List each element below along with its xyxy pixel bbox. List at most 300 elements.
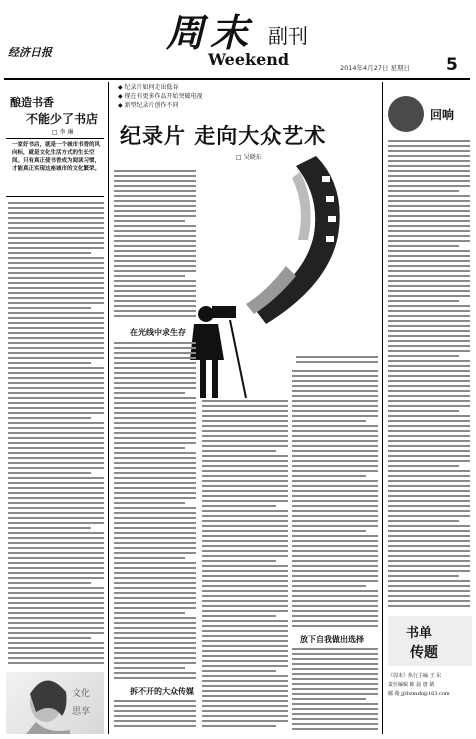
text-line <box>114 352 196 354</box>
text-line <box>292 575 378 577</box>
text-line <box>292 495 378 497</box>
author-photo <box>6 672 104 734</box>
text-line <box>114 522 196 524</box>
text-line <box>292 653 378 655</box>
text-line <box>114 310 196 312</box>
text-line <box>292 668 378 670</box>
text-line <box>8 372 104 374</box>
text-line <box>114 627 196 629</box>
text-line <box>202 700 288 702</box>
text-line <box>202 500 288 502</box>
text-line <box>388 440 470 442</box>
text-line <box>292 400 378 402</box>
text-line <box>114 300 196 302</box>
text-line <box>114 677 196 679</box>
text-line <box>8 642 104 644</box>
text-line <box>388 305 470 307</box>
text-line <box>8 242 104 244</box>
text-line <box>292 728 378 730</box>
teaser-item: ◆ 新型纪录片创作不同 <box>118 102 179 109</box>
text-line <box>114 230 196 232</box>
text-line <box>292 723 378 725</box>
text-line <box>202 510 288 512</box>
text-line <box>8 622 104 624</box>
text-line <box>8 407 104 409</box>
text-line <box>292 595 378 597</box>
text-line <box>388 545 470 547</box>
text-line <box>8 627 104 629</box>
section-title-suffix: 副刊 <box>268 24 308 48</box>
text-line <box>114 357 196 359</box>
text-line <box>388 340 470 342</box>
text-line <box>8 517 104 519</box>
text-line <box>8 572 104 574</box>
text-line <box>388 350 470 352</box>
text-line <box>388 150 470 152</box>
text-line <box>202 635 288 637</box>
text-line <box>292 648 378 650</box>
text-line <box>8 522 104 524</box>
text-line <box>292 688 378 690</box>
text-line <box>8 562 104 564</box>
text-line <box>114 700 196 702</box>
text-line <box>202 475 288 477</box>
text-line <box>8 587 104 589</box>
left-article-body <box>8 202 104 667</box>
text-line <box>388 290 470 292</box>
text-line <box>114 367 196 369</box>
text-line <box>8 232 104 234</box>
text-line <box>388 605 470 607</box>
text-line <box>202 640 288 642</box>
text-line <box>202 565 288 567</box>
text-line <box>8 582 91 584</box>
text-line <box>292 405 378 407</box>
text-line <box>388 345 470 347</box>
masthead-rule <box>4 78 470 80</box>
text-line <box>114 342 196 344</box>
text-line <box>388 190 459 192</box>
text-line <box>202 520 288 522</box>
text-line <box>114 372 196 374</box>
text-line <box>388 520 459 522</box>
text-line <box>114 275 185 277</box>
text-line <box>388 185 470 187</box>
paper-logo: 经济日报 <box>8 46 52 59</box>
text-line <box>202 550 288 552</box>
text-line <box>388 330 470 332</box>
text-line <box>8 317 104 319</box>
text-line <box>114 672 196 674</box>
text-line <box>388 435 470 437</box>
text-line <box>388 600 470 602</box>
text-line <box>202 405 288 407</box>
text-line <box>114 512 196 514</box>
text-line <box>292 515 378 517</box>
text-line <box>388 195 470 197</box>
text-line <box>114 407 196 409</box>
text-line <box>8 542 104 544</box>
text-line <box>114 295 196 297</box>
text-line <box>292 415 378 417</box>
text-line <box>8 392 104 394</box>
text-line <box>114 720 196 722</box>
main-headline: 纪录片 走向大众艺术 <box>120 123 327 148</box>
text-line <box>292 470 378 472</box>
text-line <box>292 693 378 695</box>
text-line <box>388 505 470 507</box>
text-line <box>114 200 196 202</box>
text-line <box>292 530 366 532</box>
text-line <box>8 477 104 479</box>
text-line <box>8 332 104 334</box>
text-line <box>292 435 378 437</box>
text-line <box>388 260 470 262</box>
teaser-item: ◆ 现在有更多作品开始突破电视 <box>118 93 203 100</box>
text-line <box>8 652 104 654</box>
text-line <box>114 562 196 564</box>
text-line <box>114 270 196 272</box>
text-line <box>388 405 470 407</box>
text-line <box>114 285 196 287</box>
text-line <box>114 657 196 659</box>
text-line <box>292 420 366 422</box>
text-line <box>388 285 470 287</box>
text-line <box>388 380 470 382</box>
text-line <box>388 555 470 557</box>
left-article-title: 不能少了书店 <box>26 112 99 126</box>
text-line <box>388 455 470 457</box>
text-line <box>8 512 104 514</box>
text-line <box>292 545 378 547</box>
text-line <box>114 235 196 237</box>
text-line <box>202 445 288 447</box>
text-line <box>388 300 459 302</box>
text-line <box>292 490 378 492</box>
text-line <box>202 415 288 417</box>
text-line <box>292 570 378 572</box>
text-line <box>114 572 196 574</box>
text-line <box>114 190 196 192</box>
main-col-1-top <box>114 170 196 320</box>
book-column-badge <box>388 616 472 666</box>
photo-caption-2: 思享 <box>72 707 91 717</box>
text-line <box>114 437 196 439</box>
text-line <box>114 185 196 187</box>
text-line <box>202 675 288 677</box>
text-line <box>202 495 288 497</box>
text-line <box>114 290 196 292</box>
text-line <box>388 320 470 322</box>
text-line <box>202 725 276 727</box>
text-line <box>202 425 288 427</box>
text-line <box>114 532 196 534</box>
main-col-1 <box>114 342 196 682</box>
text-line <box>114 637 196 639</box>
text-line <box>114 705 196 707</box>
text-line <box>114 195 196 197</box>
text-line <box>8 507 104 509</box>
text-line <box>388 360 470 362</box>
text-line <box>388 240 470 242</box>
text-line <box>8 422 104 424</box>
text-line <box>114 577 196 579</box>
text-line <box>388 500 470 502</box>
text-line <box>8 387 104 389</box>
text-line <box>202 715 288 717</box>
text-line <box>8 277 104 279</box>
text-line <box>114 725 196 727</box>
text-line <box>8 322 104 324</box>
text-line <box>114 220 185 222</box>
text-line <box>8 222 104 224</box>
book-column-sub: 传题 <box>410 645 438 661</box>
text-line <box>388 275 470 277</box>
text-line <box>8 367 104 369</box>
text-line <box>114 175 196 177</box>
text-line <box>388 170 470 172</box>
text-line <box>292 585 366 587</box>
text-line <box>114 377 196 379</box>
text-line <box>202 660 288 662</box>
text-line <box>388 395 470 397</box>
text-line <box>114 412 196 414</box>
text-line <box>114 477 196 479</box>
text-line <box>114 457 196 459</box>
text-line <box>202 600 288 602</box>
text-line <box>388 140 470 142</box>
text-line <box>8 552 104 554</box>
text-line <box>202 710 288 712</box>
text-line <box>292 580 378 582</box>
text-line <box>114 170 196 172</box>
text-line <box>388 385 470 387</box>
text-line <box>8 377 104 379</box>
text-line <box>114 462 196 464</box>
text-line <box>8 412 104 414</box>
text-line <box>114 647 196 649</box>
text-line <box>114 397 196 399</box>
text-line <box>292 410 378 412</box>
text-line <box>8 382 104 384</box>
text-line <box>8 612 104 614</box>
text-line <box>292 455 378 457</box>
text-line <box>202 610 288 612</box>
text-line <box>202 440 288 442</box>
text-line <box>114 582 196 584</box>
text-line <box>114 612 185 614</box>
text-line <box>8 662 104 664</box>
text-line <box>202 435 288 437</box>
text-line <box>8 527 91 529</box>
text-line <box>388 510 470 512</box>
text-line <box>292 703 378 705</box>
text-line <box>388 210 470 212</box>
date-line: 2014年4月27日 星期日 <box>340 64 411 72</box>
text-line <box>8 557 104 559</box>
text-line <box>8 657 104 659</box>
main-col-3 <box>292 370 378 630</box>
masthead <box>0 0 476 80</box>
text-line <box>388 535 470 537</box>
main-byline: □ 吴晓东 <box>236 154 262 161</box>
left-rule <box>6 138 104 139</box>
text-line <box>114 422 196 424</box>
left-column-divider <box>108 82 109 734</box>
text-line <box>388 180 470 182</box>
text-line <box>8 482 104 484</box>
text-line <box>388 265 470 267</box>
photo-caption-1: 文化 <box>72 689 91 699</box>
text-line <box>8 602 104 604</box>
subhead-2: 拆不开的大众传媒 <box>130 686 194 696</box>
text-line <box>388 235 470 237</box>
text-line <box>114 567 196 569</box>
text-line <box>8 292 104 294</box>
text-line <box>292 450 378 452</box>
text-line <box>388 525 470 527</box>
section-english: Weekend <box>208 50 290 69</box>
text-line <box>114 667 185 669</box>
text-line <box>114 265 196 267</box>
text-line <box>114 402 196 404</box>
text-line <box>388 595 470 597</box>
text-line <box>8 312 104 314</box>
text-line <box>114 597 196 599</box>
page-number: 5 <box>446 55 458 75</box>
text-line <box>292 380 378 382</box>
right-column-divider <box>382 82 383 734</box>
text-line <box>114 642 196 644</box>
text-line <box>292 425 378 427</box>
text-line <box>8 487 104 489</box>
text-line <box>388 420 470 422</box>
text-line <box>292 610 378 612</box>
text-line <box>292 708 378 710</box>
text-line <box>292 540 378 542</box>
text-line <box>388 205 470 207</box>
text-line <box>8 502 104 504</box>
text-line <box>202 620 288 622</box>
text-line <box>8 207 104 209</box>
text-line <box>292 525 378 527</box>
text-line <box>388 155 470 157</box>
text-line <box>8 647 104 649</box>
left-section-label: 酿造书香 <box>10 96 54 109</box>
text-line <box>296 361 378 363</box>
text-line <box>292 698 366 700</box>
text-line <box>202 460 288 462</box>
text-line <box>292 505 378 507</box>
text-line <box>114 542 196 544</box>
text-line <box>296 356 378 358</box>
text-line <box>292 375 378 377</box>
text-line <box>388 445 470 447</box>
text-line <box>114 632 196 634</box>
text-line <box>8 567 104 569</box>
text-line <box>114 205 196 207</box>
text-line <box>202 470 288 472</box>
text-line <box>388 250 470 252</box>
text-line <box>8 402 104 404</box>
text-line <box>292 440 378 442</box>
text-line <box>388 160 470 162</box>
text-line <box>292 590 378 592</box>
teaser-list <box>118 83 318 110</box>
text-line <box>388 400 470 402</box>
text-line <box>388 200 470 202</box>
right-footer <box>388 672 472 699</box>
text-line <box>388 270 470 272</box>
text-line <box>114 432 196 434</box>
text-line <box>202 540 288 542</box>
text-line <box>388 495 470 497</box>
text-line <box>8 637 91 639</box>
text-line <box>8 432 104 434</box>
text-line <box>202 430 288 432</box>
text-line <box>292 620 378 622</box>
text-line <box>114 180 196 182</box>
text-line <box>8 307 91 309</box>
text-line <box>292 683 378 685</box>
main-col-1-bottom <box>114 700 196 734</box>
text-line <box>8 212 104 214</box>
text-line <box>202 450 276 452</box>
text-line <box>388 295 470 297</box>
text-line <box>292 718 378 720</box>
text-line <box>8 257 104 259</box>
right-label-badge <box>388 96 424 132</box>
text-line <box>114 472 196 474</box>
text-line <box>114 517 196 519</box>
text-line <box>202 525 288 527</box>
text-line <box>202 655 288 657</box>
text-line <box>8 252 91 254</box>
text-line <box>8 592 104 594</box>
text-line <box>8 302 104 304</box>
text-line <box>114 255 196 257</box>
text-line <box>388 485 470 487</box>
text-line <box>292 713 378 715</box>
text-line <box>388 370 470 372</box>
text-line <box>202 590 288 592</box>
text-line <box>202 530 288 532</box>
text-line <box>292 663 378 665</box>
text-line <box>8 537 104 539</box>
text-line <box>388 315 470 317</box>
text-line <box>202 645 288 647</box>
text-line <box>292 465 378 467</box>
text-line <box>202 695 288 697</box>
text-line <box>114 452 196 454</box>
text-line <box>292 520 378 522</box>
text-line <box>292 480 378 482</box>
text-line <box>8 362 91 364</box>
subhead-3: 放下自我做出选择 <box>300 634 364 644</box>
text-line <box>202 625 288 627</box>
text-line <box>114 417 196 419</box>
text-line <box>388 365 470 367</box>
text-line <box>114 592 196 594</box>
text-line <box>114 507 196 509</box>
text-line <box>292 535 378 537</box>
footer-editor: 《周末》执行主编 王 东 <box>388 673 442 679</box>
text-line <box>388 530 470 532</box>
text-line <box>388 465 459 467</box>
right-label: 回响 <box>430 108 455 122</box>
text-line <box>114 362 196 364</box>
text-line <box>114 587 196 589</box>
